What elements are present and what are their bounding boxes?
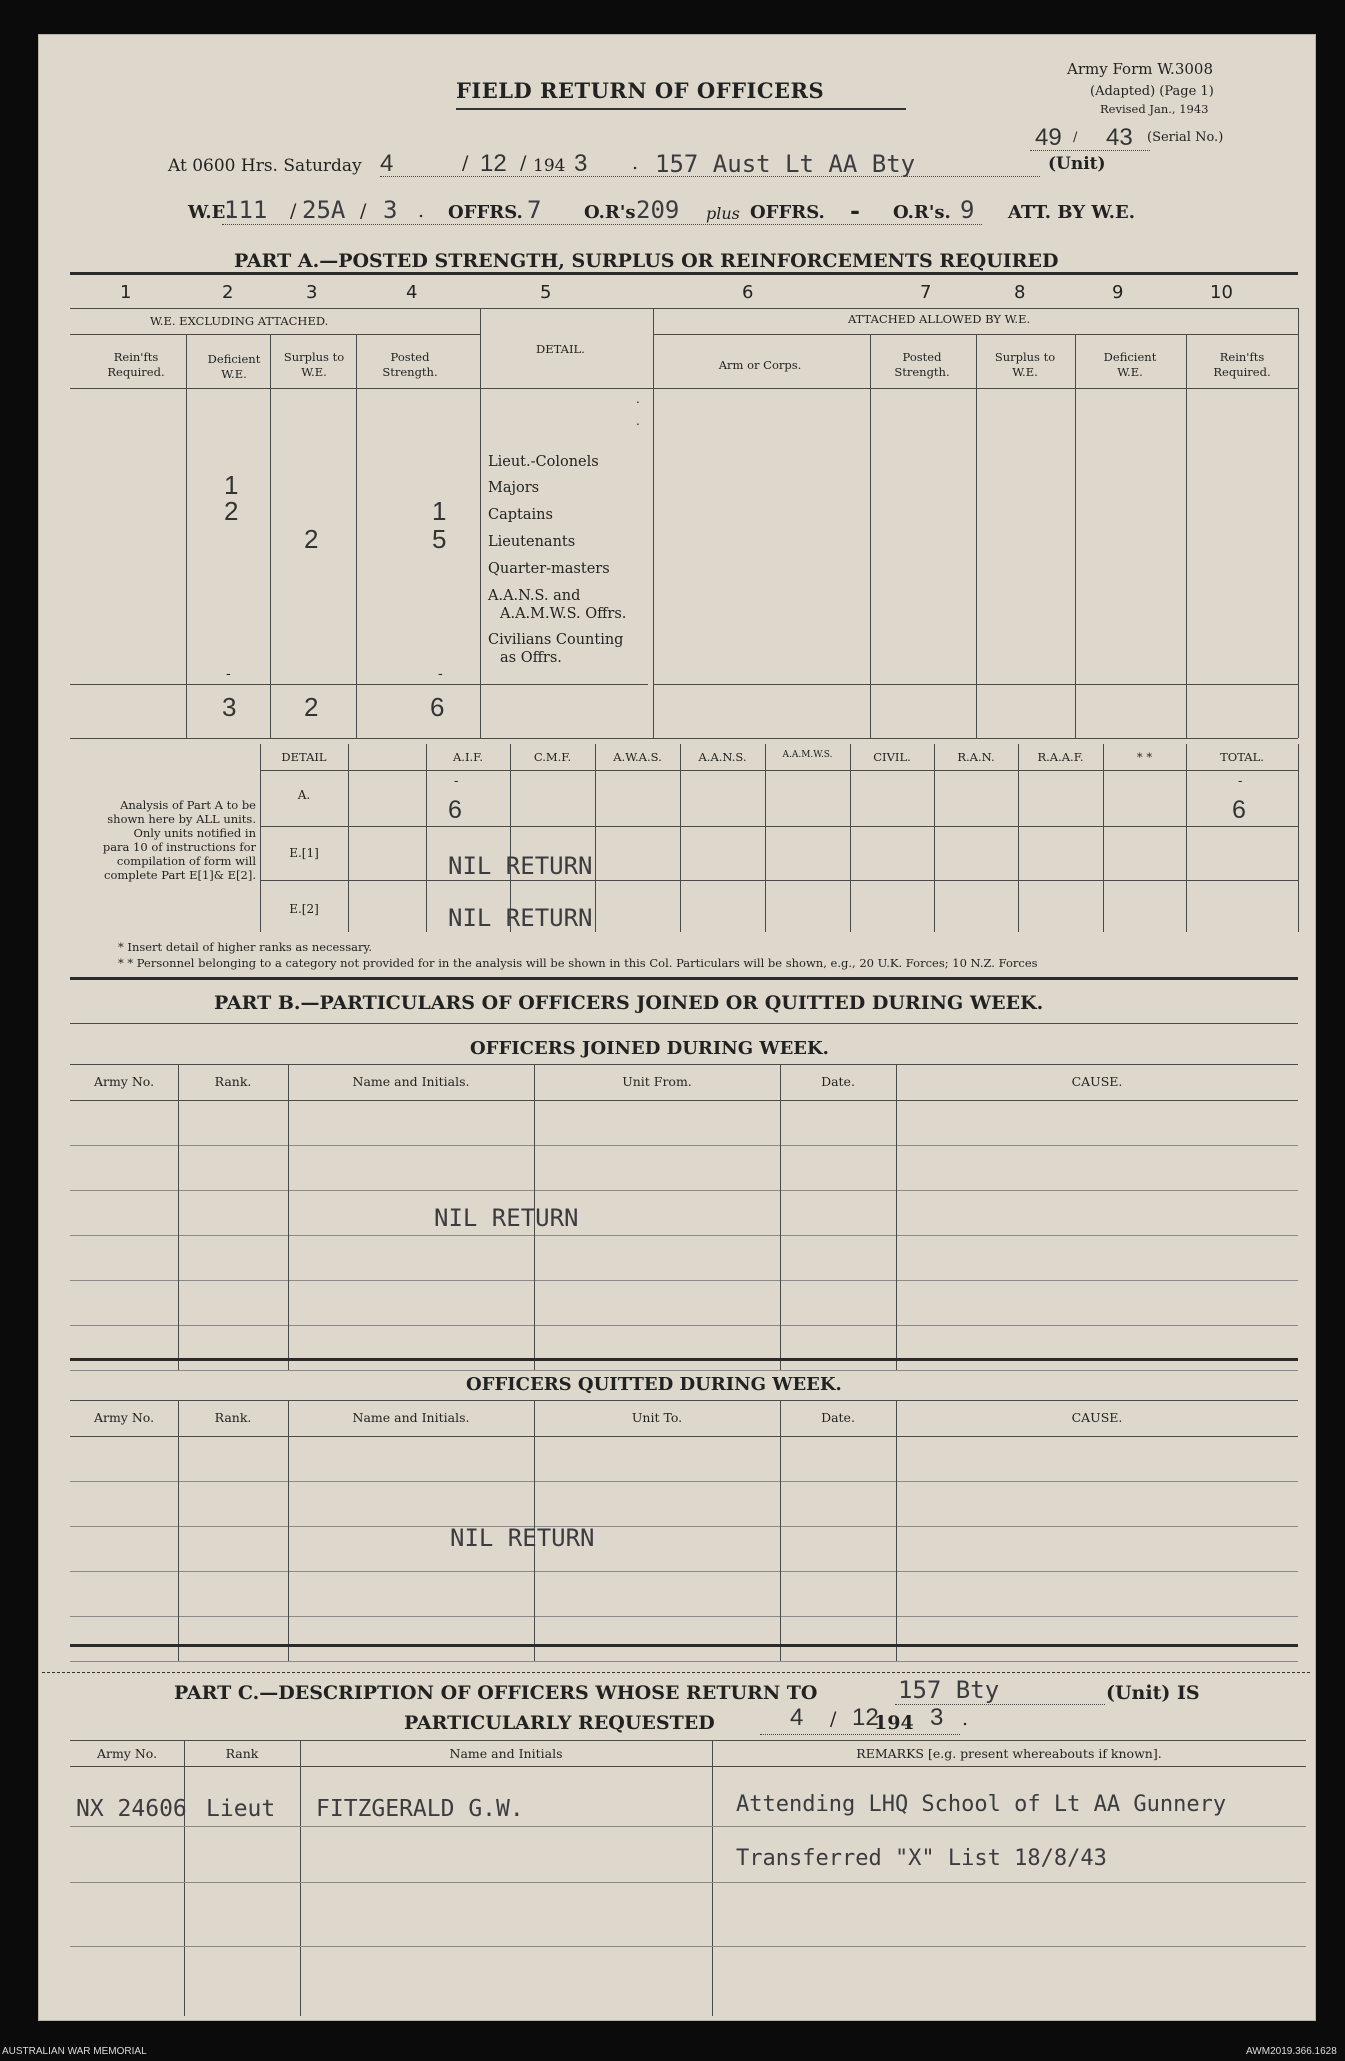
part-c-col-header: Rank (225, 1746, 259, 1761)
detail-row-label: A.A.N.S. and (488, 588, 581, 604)
analysis-col-header: C.M.F. (533, 750, 572, 764)
part-a-rule (70, 272, 1298, 275)
group-right-label: ATTACHED ALLOWED BY W.E. (848, 312, 1031, 326)
table-col-header: Name and Initials. (352, 1074, 470, 1089)
table-col-header: Unit To. (631, 1410, 683, 1425)
grid-line (70, 1100, 1298, 1101)
header-day: 4 (380, 150, 394, 177)
dash-mark: - (438, 666, 443, 682)
att-label: ATT. BY W.E. (1008, 202, 1136, 223)
detail-row-label: Captains (488, 507, 553, 523)
grid-line (1018, 744, 1019, 932)
analysis-col-header: A.W.A.S. (613, 750, 662, 764)
cut-line (42, 1672, 1310, 1673)
part-c-day: 4 (790, 1704, 804, 1731)
ors-label: O.R's (584, 202, 636, 223)
table-col-header: CAUSE. (1071, 1410, 1123, 1425)
row-line (70, 1946, 1306, 1947)
we-sub: 25A (302, 196, 346, 224)
col-header-left: W.E. (301, 365, 327, 379)
detail-row-label: Majors (488, 480, 540, 496)
header-unit: 157 Aust Lt AA Bty (655, 150, 916, 178)
quitted-title: OFFICERS QUITTED DURING WEEK. (466, 1374, 842, 1395)
table-col-header: Army No. (93, 1074, 155, 1089)
column-number: 4 (406, 282, 418, 303)
part-c-col-header: REMARKS [e.g. present whereabouts if known]. (856, 1746, 1162, 1761)
row-line (70, 1481, 1298, 1482)
grid-line (780, 1064, 781, 1370)
joined-nil-return: NIL RETURN (434, 1204, 579, 1232)
ors2-value: 9 (960, 196, 975, 224)
title-underline (456, 108, 906, 110)
ors2-label: O.R's. (893, 202, 951, 223)
surplus-value: 2 (304, 524, 319, 554)
row-line (70, 1370, 1298, 1371)
grid-line (1103, 744, 1104, 932)
part-c-year-prefix: 194 (874, 1712, 914, 1734)
grid-line (680, 744, 681, 932)
row-line (70, 1280, 1298, 1281)
row-line (70, 1571, 1298, 1572)
header-year-digit: 3 (574, 150, 588, 177)
table-col-header: Army No. (93, 1410, 155, 1425)
grid-line (348, 744, 349, 932)
officer-remark-1: Attending LHQ School of Lt AA Gunnery (736, 1792, 1227, 1817)
analysis-note-line: complete Part E[1]& E[2]. (104, 868, 256, 882)
column-number: 3 (306, 282, 318, 303)
grid-line (1298, 744, 1299, 932)
row-line (70, 1526, 1298, 1527)
row-line (70, 1826, 1306, 1827)
row-line (70, 1661, 1298, 1662)
col-header-right: W.E. (1012, 365, 1038, 379)
grid-line (288, 1064, 289, 1370)
detail-row-label: Lieut.-Colonels (488, 454, 599, 470)
officer-army-no: NX 24606 (76, 1796, 187, 1822)
analysis-col-header: * * (1136, 750, 1153, 764)
we-sub2: 3 (383, 196, 398, 224)
part-c-unit: 157 Bty (898, 1676, 1000, 1704)
analysis-col-header: A.I.F. (452, 750, 483, 764)
e2-nil-return: NIL RETURN (448, 904, 593, 932)
grid-line (850, 744, 851, 932)
row-line (70, 1190, 1298, 1191)
analysis-note-line: para 10 of instructions for (102, 840, 256, 854)
analysis-note-line: compilation of form will (116, 854, 256, 868)
offrs-label: OFFRS. (448, 202, 523, 223)
officer-rank: Lieut (206, 1796, 276, 1822)
form-revised: Revised Jan., 1943 (1100, 102, 1209, 116)
grid-line (178, 1400, 179, 1661)
part-a-title: PART A.—POSTED STRENGTH, SURPLUS OR REINFORCEMENTS REQUIRED (234, 250, 1059, 272)
row-line (70, 1616, 1298, 1617)
table-col-header: Rank. (214, 1410, 252, 1425)
serial-value: 43 (1106, 124, 1133, 151)
analysis-note-line: shown here by ALL units. (107, 812, 256, 826)
col-header-left: Strength. (382, 365, 438, 379)
col-header-right: Strength. (894, 365, 950, 379)
posted-1: 1 (432, 496, 447, 526)
column-number: 6 (742, 282, 754, 303)
column-number: 9 (1112, 282, 1124, 303)
analysis-note-line: Only units notified in (133, 826, 256, 840)
footnote-1: * Insert detail of higher ranks as necessary. (118, 940, 373, 954)
dash-mark: - (226, 666, 231, 682)
part-c-col-header: Army No. (96, 1746, 158, 1761)
serial-label: (Serial No.) (1147, 130, 1224, 145)
part-c-year-digit: 3 (930, 1704, 944, 1731)
ors-value: 209 (636, 196, 680, 224)
detail-row-label: Quarter-masters (488, 561, 610, 577)
header-month: 12 (480, 150, 507, 177)
footer-accession: AWM2019.366.1628 (1246, 2046, 1337, 2057)
we-label: W.E. (188, 202, 232, 223)
col-header-right: Required. (1213, 365, 1271, 379)
column-number: 1 (120, 282, 132, 303)
analysis-row-label: A. (297, 788, 311, 802)
part-c-col-header: Name and Initials (449, 1746, 563, 1761)
grid-line (896, 1064, 897, 1370)
col-header-right: Arm or Corps. (718, 358, 802, 372)
deficient-2: 2 (224, 496, 239, 526)
table-col-header: Date. (821, 1074, 855, 1089)
row-line (70, 1882, 1306, 1883)
detail-row-label: Lieutenants (488, 534, 576, 550)
detail-row-label: A.A.M.W.S. Offrs. (500, 606, 627, 622)
quitted-nil-return: NIL RETURN (450, 1524, 595, 1552)
analysis-col-header: R.A.A.F. (1037, 750, 1084, 764)
table-col-header: Rank. (214, 1074, 252, 1089)
analysis-row-label: E.[1] (289, 846, 319, 860)
total-surplus: 2 (304, 692, 319, 722)
grid-line (595, 744, 596, 932)
deficient-1: 1 (224, 470, 239, 500)
analysis-col-header: DETAIL (281, 750, 327, 764)
part-c-line2: PARTICULARLY REQUESTED (404, 1712, 715, 1734)
column-number: 8 (1014, 282, 1026, 303)
column-number: 7 (920, 282, 932, 303)
col-header-left: Posted (390, 350, 430, 364)
aif-value: 6 (448, 796, 462, 824)
row-line (70, 1145, 1298, 1146)
part-b-title: PART B.—PARTICULARS OF OFFICERS JOINED OR QUITTED DURING WEEK. (214, 992, 1044, 1014)
grid-line (896, 1400, 897, 1661)
col-header-left: W.E. (221, 367, 247, 381)
grid-line (70, 1064, 1298, 1065)
total-posted: 6 (430, 692, 445, 722)
col-header-left: Rein'fts (113, 350, 159, 364)
column-number: 5 (540, 282, 552, 303)
e1-nil-return: NIL RETURN (448, 852, 593, 880)
analysis-col-header: R.A.N. (957, 750, 995, 764)
grid-line (712, 1740, 713, 2016)
col-header-right: Posted (902, 350, 942, 364)
grid-line (178, 1064, 179, 1370)
footnote-2: * * Personnel belonging to a category not provided for in the analysis will be shown in this Col. Particulars will be shown, e.g., 20 U.K. Forces; 10 N.Z. Forces (118, 956, 1038, 970)
posted-2: 5 (432, 524, 447, 554)
unit-label: (Unit) (1048, 154, 1106, 174)
grid-line (260, 880, 1298, 881)
officer-remark-2: Transferred "X" List 18/8/43 (736, 1846, 1107, 1871)
analysis-note-line: Analysis of Part A to be (120, 798, 256, 812)
detail-row-label: as Offrs. (500, 650, 562, 666)
analysis-col-header: A.A.N.S. (698, 750, 747, 764)
grid-line (934, 744, 935, 932)
col-header-right: W.E. (1117, 365, 1143, 379)
grid-line (260, 826, 1298, 827)
army-form-number: Army Form W.3008 (1067, 60, 1213, 78)
col-header-right: Surplus to (994, 350, 1056, 364)
col-header-left: Deficient (207, 352, 261, 366)
row-line (70, 1235, 1298, 1236)
total-deficient: 3 (222, 692, 237, 722)
table-col-header: Date. (821, 1410, 855, 1425)
analysis-col-header: A.A.M.W.S. (782, 750, 833, 760)
grid-line (765, 744, 766, 932)
col-header-left: Required. (107, 365, 165, 379)
grid-line (1186, 744, 1187, 932)
offrs-value: 7 (527, 196, 542, 224)
joined-title: OFFICERS JOINED DURING WEEK. (470, 1038, 829, 1059)
dash-mark: - (454, 774, 459, 789)
grid-line (288, 1400, 289, 1661)
grid-line (426, 744, 427, 932)
analysis-col-header: CIVIL. (873, 750, 911, 764)
grid-line (70, 1766, 1306, 1767)
analysis-row-label: E.[2] (289, 902, 319, 916)
group-left-label: W.E. EXCLUDING ATTACHED. (150, 314, 329, 328)
table-col-header: Name and Initials. (352, 1410, 470, 1425)
column-number: 10 (1210, 282, 1233, 303)
part-c-title: PART C.—DESCRIPTION OF OFFICERS WHOSE RETURN TO (174, 1682, 818, 1704)
footer-archive: AUSTRALIAN WAR MEMORIAL (2, 2046, 147, 2057)
form-title: FIELD RETURN OF OFFICERS (456, 78, 825, 103)
row-line (70, 1325, 1298, 1326)
form-adapted: (Adapted) (Page 1) (1090, 84, 1214, 99)
offrs2-value: - (850, 196, 860, 225)
detail-row-label: Civilians Counting (488, 632, 624, 648)
offrs2-label: OFFRS. (750, 202, 825, 223)
table-col-header: Unit From. (622, 1074, 692, 1089)
grid-line (300, 1740, 301, 2016)
officer-name: FITZGERALD G.W. (316, 1796, 524, 1822)
column-number: 2 (222, 282, 234, 303)
grid-line (780, 1400, 781, 1661)
table-col-header: CAUSE. (1071, 1074, 1123, 1089)
part-c-unit-suffix: (Unit) IS (1106, 1682, 1200, 1704)
part-c-month: 12 (852, 1704, 879, 1731)
dash-mark: - (1238, 774, 1243, 789)
analysis-col-header: TOTAL. (1220, 750, 1264, 764)
total-value: 6 (1232, 796, 1246, 824)
grid-line (70, 1400, 1298, 1401)
col-header-left: Surplus to (283, 350, 345, 364)
grid-line (260, 770, 1298, 771)
serial-prefix: 49 (1035, 124, 1062, 151)
detail-header: DETAIL. (536, 342, 585, 356)
col-header-right: Rein'fts (1219, 350, 1265, 364)
grid-line (70, 1436, 1298, 1437)
at-hours-label: At 0600 Hrs. Saturday (168, 156, 362, 176)
grid-line (184, 1740, 185, 2016)
plus-label: plus (706, 204, 740, 223)
we-number: 111 (224, 196, 268, 224)
col-header-right: Deficient (1103, 350, 1157, 364)
header-year-prefix: 194 (533, 156, 566, 176)
